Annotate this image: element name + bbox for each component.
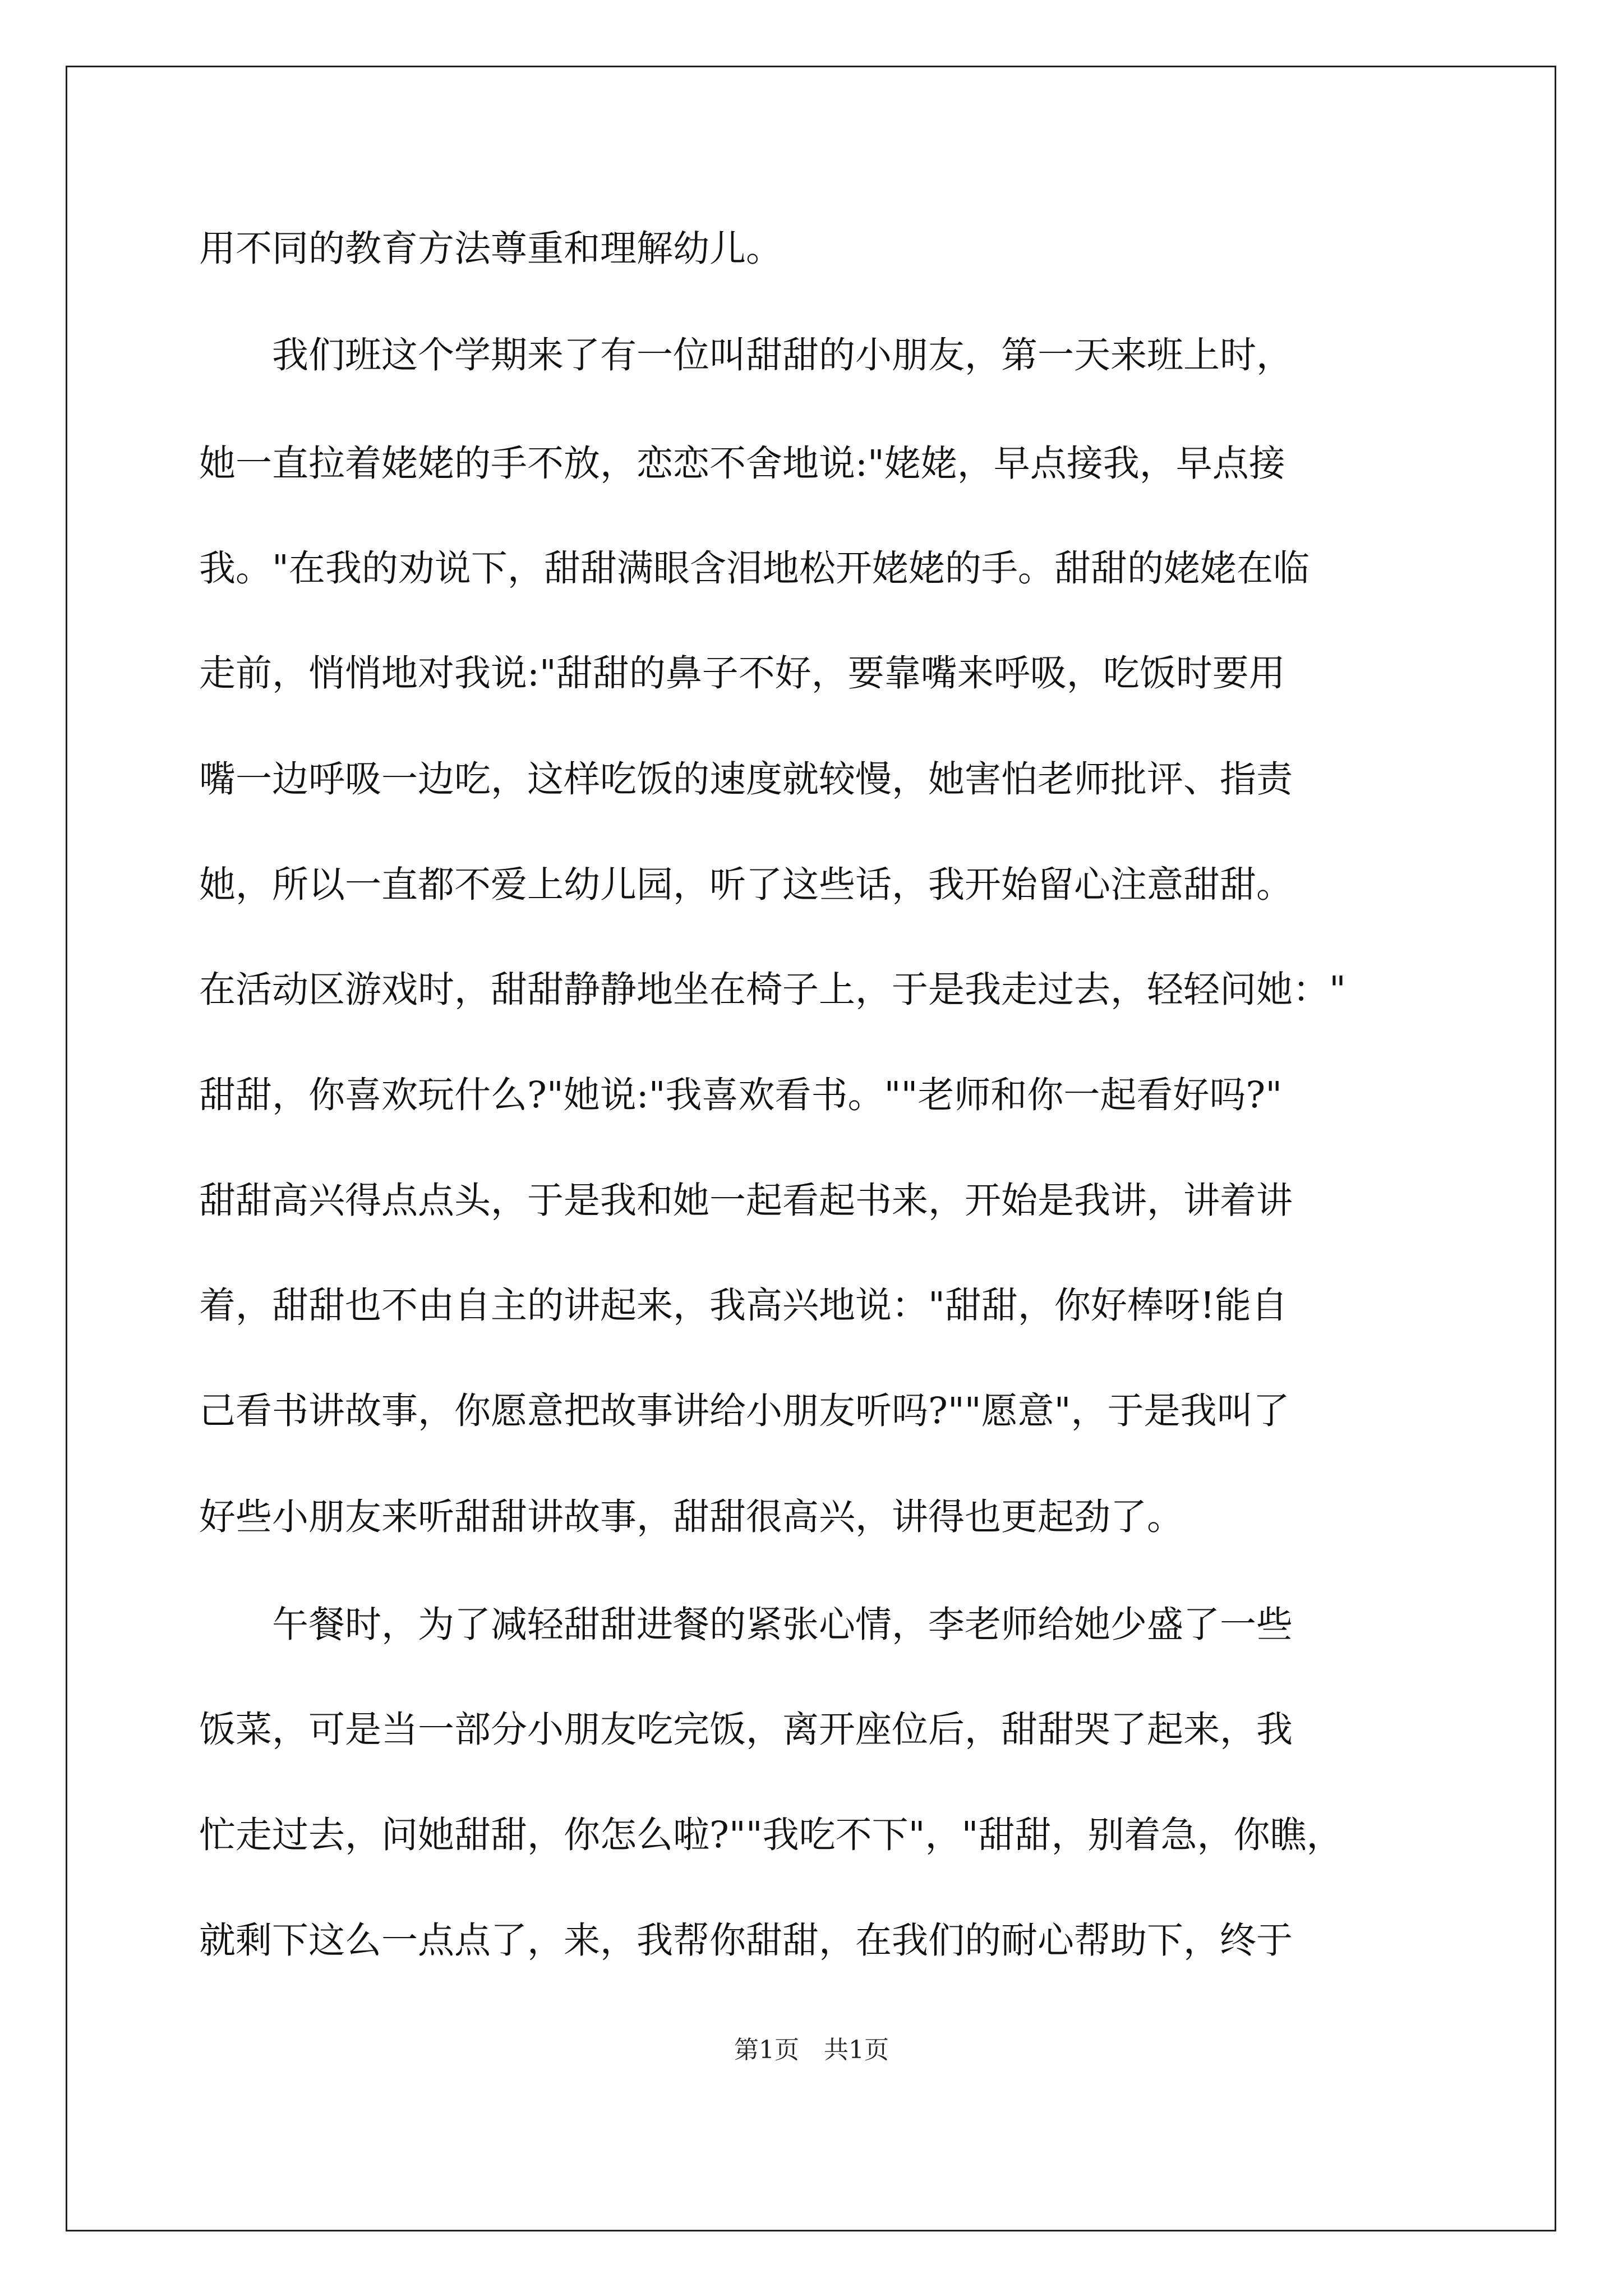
text-line-3: 她一直拉着姥姥的手不放，恋恋不舍地说:"姥姥，早点接我，早点接 (199, 443, 1285, 485)
text-line-16: 忙走过去，问她甜甜，你怎么啦?""我吃不下"，"甜甜，别着急，你瞧， (199, 1814, 1343, 1856)
text-line-13: 好些小朋友来听甜甜讲故事，甜甜很高兴，讲得也更起劲了。 (199, 1496, 1184, 1538)
page-frame (66, 66, 1556, 2231)
text-line-4: 我。"在我的劝说下，甜甜满眼含泪地松开姥姥的手。甜甜的姥姥在临 (199, 547, 1310, 590)
text-line-5: 走前，悄悄地对我说:"甜甜的鼻子不好，要靠嘴来呼吸，吃饭时要用 (199, 652, 1285, 694)
text-line-14: 午餐时，为了减轻甜甜进餐的紧张心情，李老师给她少盛了一些 (199, 1604, 1293, 1646)
text-line-7: 她，所以一直都不爱上幼儿园，听了这些话，我开始留心注意甜甜。 (199, 864, 1293, 906)
text-line-1: 用不同的教育方法尊重和理解幼儿。 (199, 228, 783, 270)
text-line-2: 我们班这个学期来了有一位叫甜甜的小朋友，第一天来班上时， (199, 334, 1293, 376)
text-line-12: 己看书讲故事，你愿意把故事讲给小朋友听吗?""愿意"，于是我叫了 (199, 1390, 1290, 1432)
text-line-6: 嘴一边呼吸一边吃，这样吃饭的速度就较慢，她害怕老师批评、指责 (199, 758, 1293, 800)
text-line-15: 饭菜，可是当一部分小朋友吃完饭，离开座位后，甜甜哭了起来，我 (199, 1709, 1293, 1751)
text-line-11: 着，甜甜也不由自主的讲起来，我高兴地说："甜甜，你好棒呀!能自 (199, 1285, 1288, 1327)
page-number-footer: 第1页 共1页 (734, 2036, 889, 2064)
text-line-9: 甜甜，你喜欢玩什么?"她说:"我喜欢看书。""老师和你一起看好吗?" (199, 1074, 1283, 1116)
text-line-10: 甜甜高兴得点点头，于是我和她一起看起书来，开始是我讲，讲着讲 (199, 1180, 1293, 1222)
text-line-17: 就剩下这么一点点了，来，我帮你甜甜，在我们的耐心帮助下，终于 (199, 1920, 1293, 1962)
text-line-8: 在活动区游戏时，甜甜静静地坐在椅子上，于是我走过去，轻轻问她：" (199, 969, 1346, 1011)
